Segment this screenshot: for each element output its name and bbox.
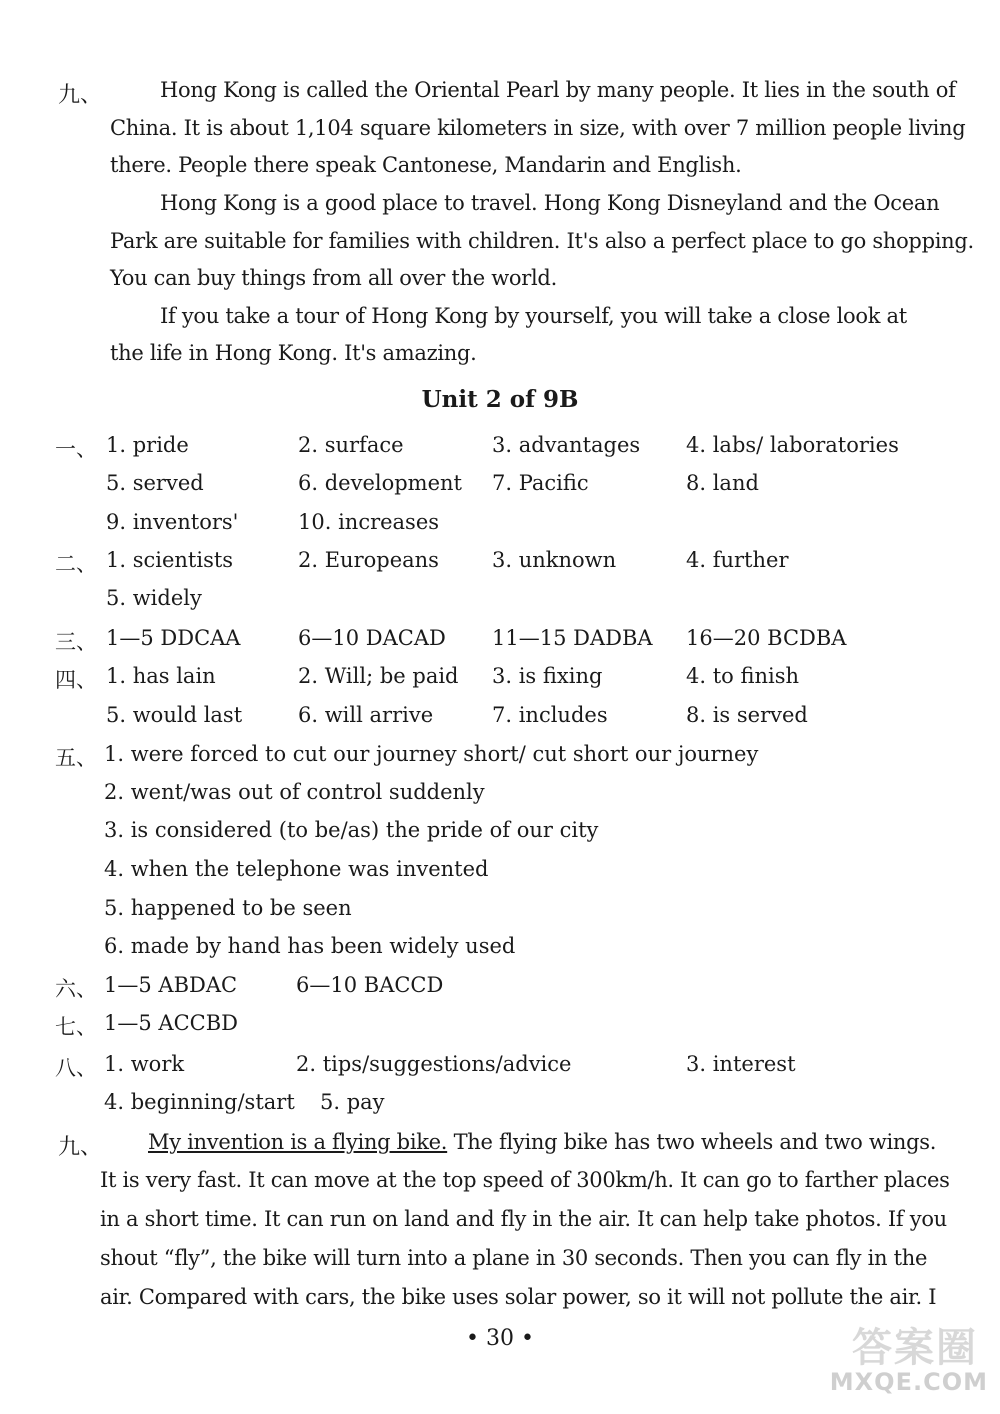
answer-item: 10. increases: [298, 510, 440, 534]
answer-item: 1—5 DDCAA: [106, 626, 241, 650]
answer-row: [0, 1011, 1000, 1041]
essay-line: air. Compared with cars, the bike uses solar power, so it will not pollute the air. I: [100, 1285, 937, 1309]
answer-row: [0, 664, 1000, 694]
section-label: 五、: [55, 746, 97, 770]
section-label: 六、: [55, 977, 97, 1001]
answer-item: 1. were forced to cut our journey short/ cut short our journey: [104, 742, 759, 766]
answer-item: 16—20 BCDBA: [686, 626, 847, 650]
answer-item: 5. happened to be seen: [104, 896, 352, 920]
essay-line: It is very fast. It can move at the top speed of 300km/h. It can go to farther places: [100, 1168, 950, 1192]
answer-item: 5. served: [106, 471, 204, 495]
answer-item: 1—5 ABDAC: [104, 973, 238, 997]
section-label: 二、: [55, 552, 97, 576]
essay-line: there. People there speak Cantonese, Mandarin and English.: [110, 153, 742, 177]
answer-item: 1—5 ACCBD: [104, 1011, 238, 1035]
section-label: 三、: [55, 630, 97, 654]
answer-item: 2. Will; be paid: [298, 664, 459, 688]
answer-item: 1. work: [104, 1052, 185, 1076]
answer-row: [0, 1052, 1000, 1082]
essay-line: Hong Kong is a good place to travel. Hong Kong Disneyland and the Ocean: [160, 191, 940, 215]
essay-line: in a short time. It can run on land and fly in the air. It can help take photos. If you: [100, 1207, 947, 1231]
essay-line: the life in Hong Kong. It's amazing.: [110, 341, 477, 365]
essay-line: shout “fly”, the bike will turn into a plane in 30 seconds. Then you can fly in the: [100, 1246, 928, 1270]
answer-row: [0, 780, 1000, 810]
answer-row: [0, 818, 1000, 848]
answer-item: 8. is served: [686, 703, 808, 727]
answer-item: 5. would last: [106, 703, 243, 727]
watermark-site: MXQE.COM: [829, 1368, 988, 1396]
answer-row: [0, 1090, 1000, 1120]
page-number: • 30 •: [466, 1326, 534, 1351]
essay-line: Hong Kong is called the Oriental Pearl by many people. It lies in the south of: [160, 78, 956, 102]
unit-title: Unit 2 of 9B: [421, 386, 579, 413]
answer-item: 9. inventors': [106, 510, 239, 534]
answer-item: 3. is fixing: [492, 664, 603, 688]
section-label: 八、: [55, 1056, 97, 1080]
answer-item: 2. surface: [298, 433, 404, 457]
section-label: 九、: [58, 83, 103, 108]
essay-line: China. It is about 1,104 square kilometers in size, with over 7 million people living: [110, 116, 966, 140]
answer-row: [0, 857, 1000, 887]
answer-item: 4. further: [686, 548, 789, 572]
answer-row: [0, 703, 1000, 733]
answer-item: 11—15 DADBA: [492, 626, 653, 650]
essay-topic-sentence: My invention is a flying bike.: [148, 1130, 448, 1154]
answer-item: 4. labs/ laboratories: [686, 433, 899, 457]
section-label: 一、: [55, 437, 97, 461]
answer-row: [0, 586, 1000, 616]
answer-item: 1. has lain: [106, 664, 216, 688]
answer-item: 2. Europeans: [298, 548, 439, 572]
answer-item: 4. beginning/start: [104, 1090, 295, 1114]
essay-line: You can buy things from all over the world.: [110, 266, 557, 290]
answer-row: [0, 973, 1000, 1003]
answer-item: 3. is considered (to be/as) the pride of our city: [104, 818, 599, 842]
answer-item: 6—10 DACAD: [298, 626, 446, 650]
answer-item: 6. made by hand has been widely used: [104, 934, 516, 958]
answer-item: 6. development: [298, 471, 462, 495]
answer-item: 7. includes: [492, 703, 608, 727]
answer-item: 6—10 BACCD: [296, 973, 444, 997]
section-label: 七、: [55, 1015, 97, 1039]
answer-item: 7. Pacific: [492, 471, 589, 495]
answer-row: [0, 548, 1000, 578]
answer-item: 1. pride: [106, 433, 189, 457]
answer-row: [0, 510, 1000, 540]
watermark-logo: [798, 1316, 988, 1396]
section-label: 四、: [55, 668, 97, 692]
essay-line: If you take a tour of Hong Kong by yourself, you will take a close look at: [160, 304, 907, 328]
answer-item: 3. unknown: [492, 548, 617, 572]
answer-item: 3. interest: [686, 1052, 796, 1076]
answer-item: 5. widely: [106, 586, 202, 610]
answer-item: 1. scientists: [106, 548, 234, 572]
answer-item: 5. pay: [320, 1090, 385, 1114]
essay-line: Park are suitable for families with children. It's also a perfect place to go shopping.: [110, 229, 974, 253]
watermark-mark: 答案圈: [852, 1325, 978, 1371]
essay-line-rest: The flying bike has two wheels and two wings.: [453, 1130, 937, 1154]
answer-row: [0, 742, 1000, 772]
essay-line: [148, 1130, 937, 1154]
answer-row: [0, 896, 1000, 926]
answer-item: 2. tips/suggestions/advice: [296, 1052, 572, 1076]
answer-item: 8. land: [686, 471, 759, 495]
answer-row: [0, 934, 1000, 964]
answer-item: 4. to finish: [686, 664, 800, 688]
answer-row: [0, 471, 1000, 501]
section-label: 九、: [58, 1135, 103, 1160]
answer-row: [0, 626, 1000, 656]
answer-row: [0, 433, 1000, 463]
answer-item: 2. went/was out of control suddenly: [104, 780, 485, 804]
answer-item: 6. will arrive: [298, 703, 434, 727]
answer-item: 4. when the telephone was invented: [104, 857, 489, 881]
answer-item: 3. advantages: [492, 433, 641, 457]
